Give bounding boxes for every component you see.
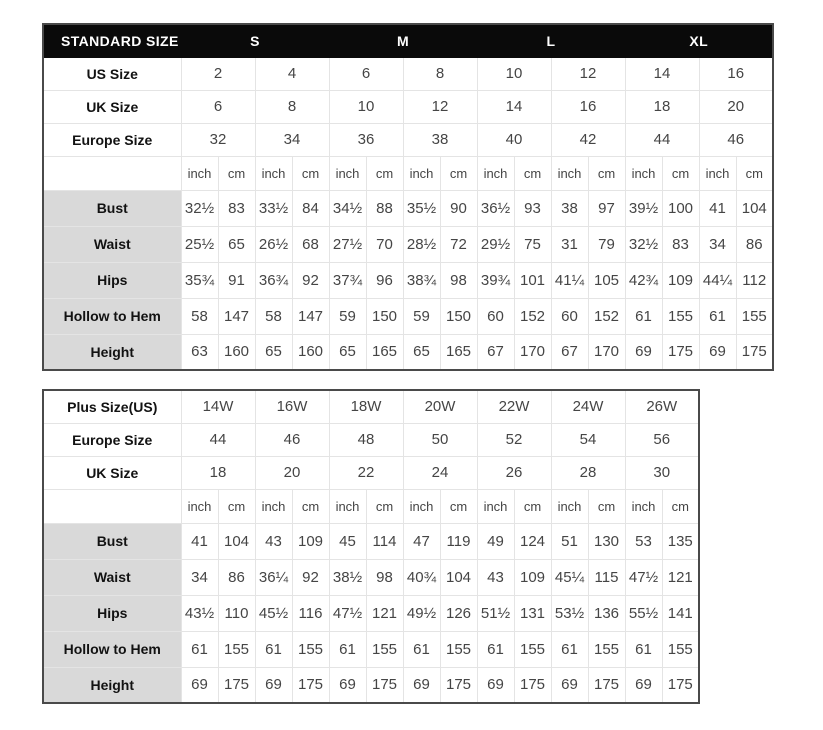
measurement-value-cell: 51½ bbox=[477, 595, 514, 631]
measurement-value-cell: 126 bbox=[440, 595, 477, 631]
measurement-value-cell: 121 bbox=[662, 559, 699, 595]
standard-size-table bbox=[42, 23, 774, 371]
measurement-value-cell: 34 bbox=[181, 559, 218, 595]
measurement-value-cell: 55½ bbox=[625, 595, 662, 631]
row-label: Hollow to Hem bbox=[43, 298, 181, 334]
measurement-value-cell: 155 bbox=[588, 631, 625, 667]
measurement-value-cell: 40¾ bbox=[403, 559, 440, 595]
table-row bbox=[43, 90, 773, 123]
measurement-value-cell: 147 bbox=[218, 298, 255, 334]
unit-cm-label: cm bbox=[440, 489, 477, 523]
size-value-cell: 32 bbox=[181, 123, 255, 156]
size-value-cell: 12 bbox=[551, 57, 625, 90]
measurement-value-cell: 147 bbox=[292, 298, 329, 334]
measurement-value-cell: 34½ bbox=[329, 190, 366, 226]
measurement-value-cell: 41 bbox=[699, 190, 736, 226]
size-value-cell: 40 bbox=[477, 123, 551, 156]
measurement-value-cell: 61 bbox=[699, 298, 736, 334]
measurement-value-cell: 136 bbox=[588, 595, 625, 631]
measurement-value-cell: 69 bbox=[255, 667, 292, 703]
unit-inch-label: inch bbox=[329, 156, 366, 190]
plus-size-table bbox=[42, 389, 700, 704]
measurement-value-cell: 68 bbox=[292, 226, 329, 262]
unit-inch-label: inch bbox=[403, 156, 440, 190]
measurement-value-cell: 155 bbox=[292, 631, 329, 667]
unit-cm-label: cm bbox=[736, 156, 773, 190]
measurement-value-cell: 44¼ bbox=[699, 262, 736, 298]
measurement-value-cell: 47½ bbox=[625, 559, 662, 595]
unit-cm-label: cm bbox=[218, 156, 255, 190]
size-value-cell: 26 bbox=[477, 456, 551, 489]
measurement-value-cell: 67 bbox=[551, 334, 588, 370]
measurement-value-cell: 91 bbox=[218, 262, 255, 298]
size-value-cell: 28 bbox=[551, 456, 625, 489]
size-group-header: M bbox=[329, 24, 477, 57]
measurement-value-cell: 155 bbox=[366, 631, 403, 667]
measurement-value-cell: 69 bbox=[699, 334, 736, 370]
measurement-value-cell: 93 bbox=[514, 190, 551, 226]
measurement-value-cell: 53½ bbox=[551, 595, 588, 631]
unit-cm-label: cm bbox=[514, 489, 551, 523]
measurement-value-cell: 155 bbox=[440, 631, 477, 667]
measurement-value-cell: 112 bbox=[736, 262, 773, 298]
measurement-value-cell: 83 bbox=[662, 226, 699, 262]
size-value-cell: 2 bbox=[181, 57, 255, 90]
measurement-value-cell: 130 bbox=[588, 523, 625, 559]
size-group-header: XL bbox=[625, 24, 773, 57]
size-value-cell: 46 bbox=[255, 423, 329, 456]
size-value-cell: 20W bbox=[403, 390, 477, 423]
unit-inch-label: inch bbox=[551, 489, 588, 523]
table-row bbox=[43, 226, 773, 262]
table-row bbox=[43, 262, 773, 298]
measurement-value-cell: 61 bbox=[181, 631, 218, 667]
row-label: Hips bbox=[43, 595, 181, 631]
row-label: UK Size bbox=[43, 456, 181, 489]
measurement-value-cell: 60 bbox=[477, 298, 514, 334]
unit-inch-label: inch bbox=[699, 156, 736, 190]
size-group-header: L bbox=[477, 24, 625, 57]
measurement-value-cell: 97 bbox=[588, 190, 625, 226]
measurement-value-cell: 29½ bbox=[477, 226, 514, 262]
row-label: Bust bbox=[43, 523, 181, 559]
measurement-value-cell: 141 bbox=[662, 595, 699, 631]
row-label: Waist bbox=[43, 226, 181, 262]
blank-cell bbox=[43, 156, 181, 190]
unit-cm-label: cm bbox=[218, 489, 255, 523]
measurement-value-cell: 39½ bbox=[625, 190, 662, 226]
measurement-value-cell: 92 bbox=[292, 262, 329, 298]
size-value-cell: 26W bbox=[625, 390, 699, 423]
row-label: Hips bbox=[43, 262, 181, 298]
measurement-value-cell: 41 bbox=[181, 523, 218, 559]
measurement-value-cell: 36¾ bbox=[255, 262, 292, 298]
measurement-value-cell: 61 bbox=[329, 631, 366, 667]
measurement-value-cell: 35¾ bbox=[181, 262, 218, 298]
measurement-value-cell: 58 bbox=[255, 298, 292, 334]
measurement-value-cell: 58 bbox=[181, 298, 218, 334]
measurement-value-cell: 69 bbox=[403, 667, 440, 703]
measurement-value-cell: 135 bbox=[662, 523, 699, 559]
measurement-value-cell: 170 bbox=[588, 334, 625, 370]
measurement-value-cell: 39¾ bbox=[477, 262, 514, 298]
measurement-value-cell: 36½ bbox=[477, 190, 514, 226]
measurement-value-cell: 33½ bbox=[255, 190, 292, 226]
measurement-value-cell: 96 bbox=[366, 262, 403, 298]
unit-cm-label: cm bbox=[366, 156, 403, 190]
size-value-cell: 10 bbox=[329, 90, 403, 123]
size-value-cell: 24W bbox=[551, 390, 625, 423]
table-row bbox=[43, 631, 699, 667]
measurement-value-cell: 119 bbox=[440, 523, 477, 559]
table-row bbox=[43, 123, 773, 156]
measurement-value-cell: 47½ bbox=[329, 595, 366, 631]
measurement-value-cell: 155 bbox=[514, 631, 551, 667]
measurement-value-cell: 104 bbox=[736, 190, 773, 226]
measurement-value-cell: 72 bbox=[440, 226, 477, 262]
blank-cell bbox=[43, 489, 181, 523]
row-label: Europe Size bbox=[43, 423, 181, 456]
size-value-cell: 14 bbox=[477, 90, 551, 123]
measurement-value-cell: 27½ bbox=[329, 226, 366, 262]
measurement-value-cell: 116 bbox=[292, 595, 329, 631]
size-value-cell: 4 bbox=[255, 57, 329, 90]
measurement-value-cell: 175 bbox=[588, 667, 625, 703]
table-row bbox=[43, 423, 699, 456]
measurement-value-cell: 59 bbox=[403, 298, 440, 334]
measurement-value-cell: 63 bbox=[181, 334, 218, 370]
row-label: UK Size bbox=[43, 90, 181, 123]
measurement-value-cell: 45 bbox=[329, 523, 366, 559]
unit-inch-label: inch bbox=[181, 156, 218, 190]
size-value-cell: 44 bbox=[625, 123, 699, 156]
measurement-value-cell: 131 bbox=[514, 595, 551, 631]
measurement-value-cell: 45½ bbox=[255, 595, 292, 631]
measurement-value-cell: 69 bbox=[477, 667, 514, 703]
measurement-value-cell: 61 bbox=[625, 631, 662, 667]
measurement-value-cell: 79 bbox=[588, 226, 625, 262]
size-value-cell: 16 bbox=[699, 57, 773, 90]
measurement-value-cell: 65 bbox=[403, 334, 440, 370]
measurement-value-cell: 109 bbox=[662, 262, 699, 298]
measurement-value-cell: 31 bbox=[551, 226, 588, 262]
measurement-value-cell: 152 bbox=[588, 298, 625, 334]
size-value-cell: 54 bbox=[551, 423, 625, 456]
measurement-value-cell: 110 bbox=[218, 595, 255, 631]
unit-cm-label: cm bbox=[662, 489, 699, 523]
table-row bbox=[43, 57, 773, 90]
measurement-value-cell: 41¼ bbox=[551, 262, 588, 298]
measurement-value-cell: 175 bbox=[736, 334, 773, 370]
measurement-value-cell: 104 bbox=[218, 523, 255, 559]
unit-cm-label: cm bbox=[292, 156, 329, 190]
size-value-cell: 24 bbox=[403, 456, 477, 489]
measurement-value-cell: 61 bbox=[551, 631, 588, 667]
unit-cm-label: cm bbox=[292, 489, 329, 523]
measurement-value-cell: 155 bbox=[662, 631, 699, 667]
unit-cm-label: cm bbox=[662, 156, 699, 190]
row-label: Waist bbox=[43, 559, 181, 595]
measurement-value-cell: 155 bbox=[218, 631, 255, 667]
size-value-cell: 18 bbox=[181, 456, 255, 489]
measurement-value-cell: 45¼ bbox=[551, 559, 588, 595]
measurement-value-cell: 86 bbox=[736, 226, 773, 262]
table-row bbox=[43, 595, 699, 631]
measurement-value-cell: 165 bbox=[440, 334, 477, 370]
measurement-value-cell: 25½ bbox=[181, 226, 218, 262]
measurement-value-cell: 104 bbox=[440, 559, 477, 595]
measurement-value-cell: 53 bbox=[625, 523, 662, 559]
measurement-value-cell: 92 bbox=[292, 559, 329, 595]
size-value-cell: 8 bbox=[403, 57, 477, 90]
measurement-value-cell: 65 bbox=[255, 334, 292, 370]
measurement-value-cell: 175 bbox=[366, 667, 403, 703]
size-value-cell: 16 bbox=[551, 90, 625, 123]
size-value-cell: 18 bbox=[625, 90, 699, 123]
table-row bbox=[43, 298, 773, 334]
table-row bbox=[43, 156, 773, 190]
unit-inch-label: inch bbox=[477, 489, 514, 523]
unit-inch-label: inch bbox=[477, 156, 514, 190]
unit-inch-label: inch bbox=[255, 489, 292, 523]
size-value-cell: 22 bbox=[329, 456, 403, 489]
measurement-value-cell: 98 bbox=[366, 559, 403, 595]
measurement-value-cell: 26½ bbox=[255, 226, 292, 262]
measurement-value-cell: 69 bbox=[625, 667, 662, 703]
measurement-value-cell: 152 bbox=[514, 298, 551, 334]
measurement-value-cell: 43 bbox=[255, 523, 292, 559]
measurement-value-cell: 43½ bbox=[181, 595, 218, 631]
row-label: Europe Size bbox=[43, 123, 181, 156]
size-value-cell: 34 bbox=[255, 123, 329, 156]
row-label: Hollow to Hem bbox=[43, 631, 181, 667]
size-value-cell: 52 bbox=[477, 423, 551, 456]
table-row bbox=[43, 334, 773, 370]
measurement-value-cell: 175 bbox=[218, 667, 255, 703]
measurement-value-cell: 109 bbox=[514, 559, 551, 595]
measurement-value-cell: 101 bbox=[514, 262, 551, 298]
unit-inch-label: inch bbox=[625, 489, 662, 523]
size-value-cell: 50 bbox=[403, 423, 477, 456]
size-value-cell: 18W bbox=[329, 390, 403, 423]
measurement-value-cell: 175 bbox=[440, 667, 477, 703]
unit-inch-label: inch bbox=[403, 489, 440, 523]
measurement-value-cell: 65 bbox=[329, 334, 366, 370]
measurement-value-cell: 100 bbox=[662, 190, 699, 226]
size-value-cell: 46 bbox=[699, 123, 773, 156]
size-group-header: S bbox=[181, 24, 329, 57]
measurement-value-cell: 90 bbox=[440, 190, 477, 226]
row-label: US Size bbox=[43, 57, 181, 90]
size-value-cell: 42 bbox=[551, 123, 625, 156]
measurement-value-cell: 165 bbox=[366, 334, 403, 370]
measurement-value-cell: 121 bbox=[366, 595, 403, 631]
measurement-value-cell: 37¾ bbox=[329, 262, 366, 298]
table-title: STANDARD SIZE bbox=[43, 24, 181, 57]
measurement-value-cell: 155 bbox=[662, 298, 699, 334]
measurement-value-cell: 175 bbox=[292, 667, 329, 703]
row-label: Plus Size(US) bbox=[43, 390, 181, 423]
unit-cm-label: cm bbox=[440, 156, 477, 190]
size-value-cell: 22W bbox=[477, 390, 551, 423]
measurement-value-cell: 36¼ bbox=[255, 559, 292, 595]
measurement-value-cell: 155 bbox=[736, 298, 773, 334]
table-row bbox=[43, 390, 699, 423]
size-value-cell: 12 bbox=[403, 90, 477, 123]
measurement-value-cell: 98 bbox=[440, 262, 477, 298]
size-value-cell: 16W bbox=[255, 390, 329, 423]
table-row bbox=[43, 489, 699, 523]
size-value-cell: 8 bbox=[255, 90, 329, 123]
measurement-value-cell: 150 bbox=[440, 298, 477, 334]
measurement-value-cell: 115 bbox=[588, 559, 625, 595]
measurement-value-cell: 69 bbox=[551, 667, 588, 703]
measurement-value-cell: 109 bbox=[292, 523, 329, 559]
measurement-value-cell: 34 bbox=[699, 226, 736, 262]
measurement-value-cell: 114 bbox=[366, 523, 403, 559]
measurement-value-cell: 32½ bbox=[181, 190, 218, 226]
unit-inch-label: inch bbox=[329, 489, 366, 523]
measurement-value-cell: 61 bbox=[255, 631, 292, 667]
unit-inch-label: inch bbox=[625, 156, 662, 190]
size-value-cell: 14W bbox=[181, 390, 255, 423]
size-value-cell: 14 bbox=[625, 57, 699, 90]
measurement-value-cell: 60 bbox=[551, 298, 588, 334]
measurement-value-cell: 69 bbox=[181, 667, 218, 703]
measurement-value-cell: 175 bbox=[514, 667, 551, 703]
row-label: Bust bbox=[43, 190, 181, 226]
unit-inch-label: inch bbox=[551, 156, 588, 190]
measurement-value-cell: 67 bbox=[477, 334, 514, 370]
measurement-value-cell: 28½ bbox=[403, 226, 440, 262]
measurement-value-cell: 75 bbox=[514, 226, 551, 262]
measurement-value-cell: 47 bbox=[403, 523, 440, 559]
measurement-value-cell: 69 bbox=[329, 667, 366, 703]
measurement-value-cell: 160 bbox=[218, 334, 255, 370]
measurement-value-cell: 42¾ bbox=[625, 262, 662, 298]
measurement-value-cell: 83 bbox=[218, 190, 255, 226]
table-row bbox=[43, 523, 699, 559]
measurement-value-cell: 35½ bbox=[403, 190, 440, 226]
unit-inch-label: inch bbox=[181, 489, 218, 523]
measurement-value-cell: 43 bbox=[477, 559, 514, 595]
measurement-value-cell: 86 bbox=[218, 559, 255, 595]
size-value-cell: 36 bbox=[329, 123, 403, 156]
measurement-value-cell: 84 bbox=[292, 190, 329, 226]
unit-cm-label: cm bbox=[366, 489, 403, 523]
size-value-cell: 6 bbox=[329, 57, 403, 90]
measurement-value-cell: 61 bbox=[477, 631, 514, 667]
measurement-value-cell: 61 bbox=[403, 631, 440, 667]
size-value-cell: 38 bbox=[403, 123, 477, 156]
table-row bbox=[43, 559, 699, 595]
measurement-value-cell: 160 bbox=[292, 334, 329, 370]
measurement-value-cell: 175 bbox=[662, 667, 699, 703]
measurement-value-cell: 51 bbox=[551, 523, 588, 559]
table-row bbox=[43, 667, 699, 703]
table-row bbox=[43, 24, 773, 57]
measurement-value-cell: 105 bbox=[588, 262, 625, 298]
measurement-value-cell: 59 bbox=[329, 298, 366, 334]
size-value-cell: 44 bbox=[181, 423, 255, 456]
measurement-value-cell: 38½ bbox=[329, 559, 366, 595]
measurement-value-cell: 124 bbox=[514, 523, 551, 559]
measurement-value-cell: 170 bbox=[514, 334, 551, 370]
measurement-value-cell: 175 bbox=[662, 334, 699, 370]
size-value-cell: 10 bbox=[477, 57, 551, 90]
measurement-value-cell: 70 bbox=[366, 226, 403, 262]
size-value-cell: 20 bbox=[255, 456, 329, 489]
size-value-cell: 56 bbox=[625, 423, 699, 456]
row-label: Height bbox=[43, 334, 181, 370]
measurement-value-cell: 49 bbox=[477, 523, 514, 559]
measurement-value-cell: 65 bbox=[218, 226, 255, 262]
size-value-cell: 30 bbox=[625, 456, 699, 489]
measurement-value-cell: 38¾ bbox=[403, 262, 440, 298]
measurement-value-cell: 61 bbox=[625, 298, 662, 334]
measurement-value-cell: 88 bbox=[366, 190, 403, 226]
measurement-value-cell: 49½ bbox=[403, 595, 440, 631]
measurement-value-cell: 150 bbox=[366, 298, 403, 334]
measurement-value-cell: 32½ bbox=[625, 226, 662, 262]
measurement-value-cell: 69 bbox=[625, 334, 662, 370]
size-value-cell: 6 bbox=[181, 90, 255, 123]
unit-inch-label: inch bbox=[255, 156, 292, 190]
unit-cm-label: cm bbox=[588, 489, 625, 523]
size-value-cell: 48 bbox=[329, 423, 403, 456]
row-label: Height bbox=[43, 667, 181, 703]
measurement-value-cell: 38 bbox=[551, 190, 588, 226]
unit-cm-label: cm bbox=[588, 156, 625, 190]
unit-cm-label: cm bbox=[514, 156, 551, 190]
table-row bbox=[43, 456, 699, 489]
size-value-cell: 20 bbox=[699, 90, 773, 123]
table-row bbox=[43, 190, 773, 226]
